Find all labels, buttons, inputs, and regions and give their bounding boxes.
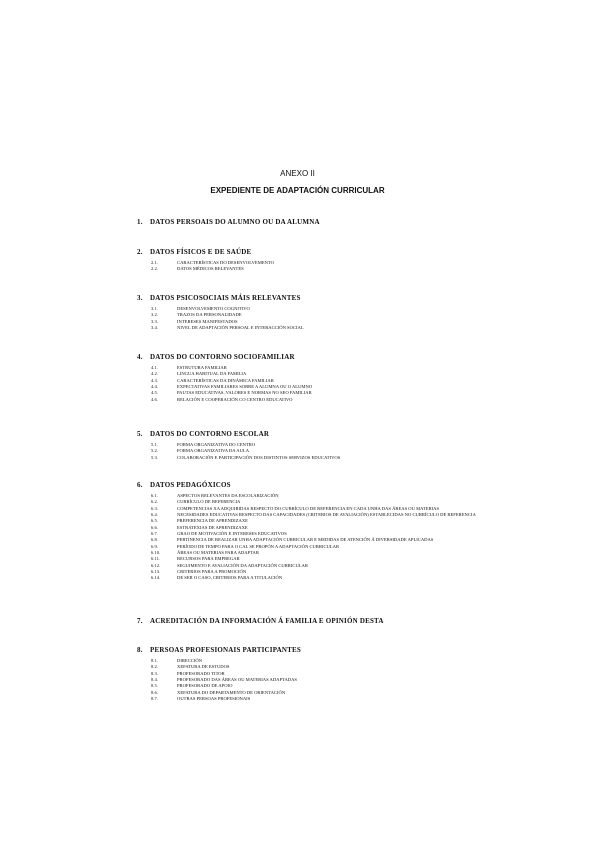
section-heading [137,481,537,490]
subsection-item [137,575,537,581]
subsection-text: XEFATURA DE ESTUDOS [177,664,230,670]
subsection-number: 6.11. [151,556,161,562]
subsection-text: ASPECTOS RELEVANTES DA ESCOLARIZACIÓN [177,493,279,498]
subsection-item [137,325,537,331]
section-number: 7. [137,617,143,625]
subsection-text: NIVEL DE ADAPTACIÓN PERSOAL E INTERACCIÓN SOCIAL [177,325,304,331]
subsection-text: ÁREAS OU MATERIAS PARA ADAPTAR [177,550,259,556]
subsection-item [137,696,537,702]
subsection-number: 4.4. [151,384,158,390]
subsection-number: 3.1. [151,306,158,311]
subsection-text: CARACTERÍSTICAS DA DINÁMICA FAMILIAR [177,377,274,383]
subsection-number: 6.4. [151,512,158,518]
subsection-number: 8.4. [151,677,158,683]
subsection-item [137,266,537,272]
section-number: 5. [137,430,143,438]
subsection-number: 8.2. [151,664,158,670]
subsection-text: ESTRATEXIAS DE APRENDIZAXE [177,524,248,530]
section-number: 8. [137,646,143,654]
section-title: PERSOAS PROFESIONAIS PARTICIPANTES [150,646,301,654]
subsection-number: 6.7. [151,531,158,537]
subsection-text: XEFATURA DO DEPARTAMENTO DE ORIENTACIÓN [177,689,286,695]
subsection-number: 6.14. [151,575,161,581]
subsection-number: 4.5. [151,390,158,396]
subsection-number: 3.4. [151,325,158,331]
subsection-number: 8.7. [151,696,158,702]
section-heading [137,617,537,626]
subsection-text: DIRECCIÓN [177,658,203,663]
subsection-text: RELACIÓN E COOPERACIÓN CO CENTRO EDUCATIVO [177,396,293,402]
subsection-number: 6.2. [151,499,158,505]
subsection-number: 4.2. [151,371,158,377]
subsection-item [137,455,537,461]
subsection-text: NECESIDADES EDUCATIVAS RESPECTO DAS CAPACIDADES (CRITERIOS DE AVALIACIÓN) ESTABLECIDAS NO CURRÍCULO DE REFERENCIA [177,512,476,518]
section-number: 4. [137,353,143,361]
subsection-list [137,658,537,702]
subsection-number: 6.5. [151,518,158,524]
subsection-number: 6.1. [151,493,158,498]
section-title: DATOS DO CONTORNO ESCOLAR [150,430,270,438]
subsection-text: CURRÍCULO DE REFERENCIA [177,499,241,505]
section-heading [137,248,537,257]
subsection-number: 6.10. [151,550,161,556]
subsection-text: CARACTERÍSTICAS DO DESENVOLVEMENTO [177,260,274,265]
subsection-text: EXPECTATIVAS FAMILIARES SOBRE A ALUMNA OU O ALUMNO [177,384,313,390]
section-5 [137,430,537,461]
subsection-number: 8.6. [151,689,158,695]
subsection-text: DE SER O CASO, CRITERIOS PARA A TITULACIÓN [177,575,283,581]
section-8 [137,646,537,702]
subsection-number: 5.1. [151,442,158,447]
subsection-number: 2.1. [151,260,158,265]
subsection-number: 6.6. [151,524,158,530]
subsection-number: 6.3. [151,505,158,511]
subsection-text: FORMA ORGANIZATIVA DO CENTRO [177,442,256,447]
subsection-text: CRITERIOS PARA A PROMOCIÓN [177,569,247,575]
subsection-text: PROFESORADO TITOR [177,670,225,676]
subsection-text: DESENVOLVEMENTO COGNITIVO [177,306,250,311]
section-title: ACREDITACIÓN DA INFORMACIÓN Á FAMILIA E OPINIÓN DESTA [150,617,384,625]
subsection-list [137,260,537,273]
section-4 [137,353,537,403]
subsection-number: 3.3. [151,318,158,324]
section-3 [137,294,537,331]
subsection-text: DATOS MÉDICOS RELEVANTES [177,266,244,272]
subsection-number: 8.5. [151,683,158,689]
document-title: EXPEDIENTE DE ADAPTACIÓN CURRICULAR [210,186,385,195]
subsection-number: 6.13. [151,569,161,575]
section-6 [137,481,537,582]
subsection-number: 5.2. [151,448,158,454]
section-1 [137,218,537,227]
subsection-number: 6.9. [151,543,158,549]
section-heading [137,294,537,303]
subsection-number: 2.2. [151,266,158,272]
section-number: 1. [137,218,143,226]
section-7 [137,617,537,626]
subsection-number: 6.12. [151,562,161,568]
section-heading [137,646,537,655]
subsection-number: 3.2. [151,312,158,318]
subsection-number: 8.3. [151,670,158,676]
subsection-text: FORMA ORGANIZATIVA DA AULA [177,448,250,454]
section-number: 3. [137,294,143,302]
subsection-text: PREFERENCIA DE APRENDIZAXE [177,518,248,524]
section-heading [137,353,537,362]
subsection-number: 6.8. [151,537,158,543]
subsection-list [137,442,537,461]
subsection-list [137,365,537,403]
subsection-number: 4.6. [151,396,158,402]
subsection-text: GRAO DE MOTIVACIÓN E INTERESES EDUCATIVOS [177,531,287,537]
subsection-text: COLABORACIÓN E PARTICIPACIÓN DOS DISTINTOS SERVIZOS EDUCATIVOS [177,454,341,460]
subsection-number: 8.1. [151,658,158,663]
subsection-text: TRAZOS DA PERSONALIDADE [177,312,242,318]
subsection-number: 4.1. [151,365,158,370]
annex-label: ANEXO II [280,169,315,178]
subsection-item [137,397,537,403]
section-number: 2. [137,248,143,256]
subsection-number: 5.3. [151,454,158,460]
section-title: DATOS PERSOAIS DO ALUMNO OU DA ALUMNA [150,218,320,226]
subsection-text: PERÍODO DE TEMPO PARA O CAL SE PROPÓN A ADAPTACIÓN CURRICULAR [177,543,340,549]
section-title: DATOS DO CONTORNO SOCIOFAMILIAR [150,353,295,361]
subsection-text: OUTRAS PERSOAS PROFESIONAIS [177,696,251,702]
subsection-text: RECURSOS PARA EMPREGAR [177,556,240,562]
subsection-text: ESTRUTURA FAMILIAR [177,365,227,370]
subsection-text: PERTINENCIA DE REALIZAR UNHA ADAPTACIÓN CURRICULAR E MEDIDAS DE ATENCIÓN Á DIVERSIDADE APLICADAS [177,537,434,543]
subsection-number: 4.3. [151,377,158,383]
section-heading [137,430,537,439]
subsection-text: PROFESORADO DE APOIO [177,683,233,689]
subsection-text: SEGUIMENTO E AVALIACIÓN DA ADAPTACIÓN CURRICULAR [177,562,308,568]
section-number: 6. [137,481,143,489]
section-2 [137,248,537,273]
section-title: DATOS PEDAGÓXICOS [150,481,231,489]
subsection-list [137,306,537,331]
subsection-text: PAUTAS EDUCATIVAS, VALORES E NORMAS NO SEO FAMILIAR [177,390,312,396]
subsection-text: LINGUA HABITUAL DA FAMILIA [177,371,247,377]
subsection-text: INTERESES MANIFESTADOS [177,318,238,324]
subsection-list [137,493,537,582]
section-title: DATOS FÍSICOS E DE SAÚDE [150,248,252,256]
section-heading [137,218,537,227]
subsection-text: PROFESORADO DAS ÁREAS OU MATERIAS ADAPTADAS [177,677,297,683]
section-title: DATOS PSICOSOCIAIS MÁIS RELEVANTES [150,294,301,302]
subsection-text: COMPETENCIAS XA ADQUIRIDAS RESPECTO DO CURRÍCULO DE REFERENCIA EN CADA UNHA DAS ÁREAS OU MATERIAS [177,505,440,511]
